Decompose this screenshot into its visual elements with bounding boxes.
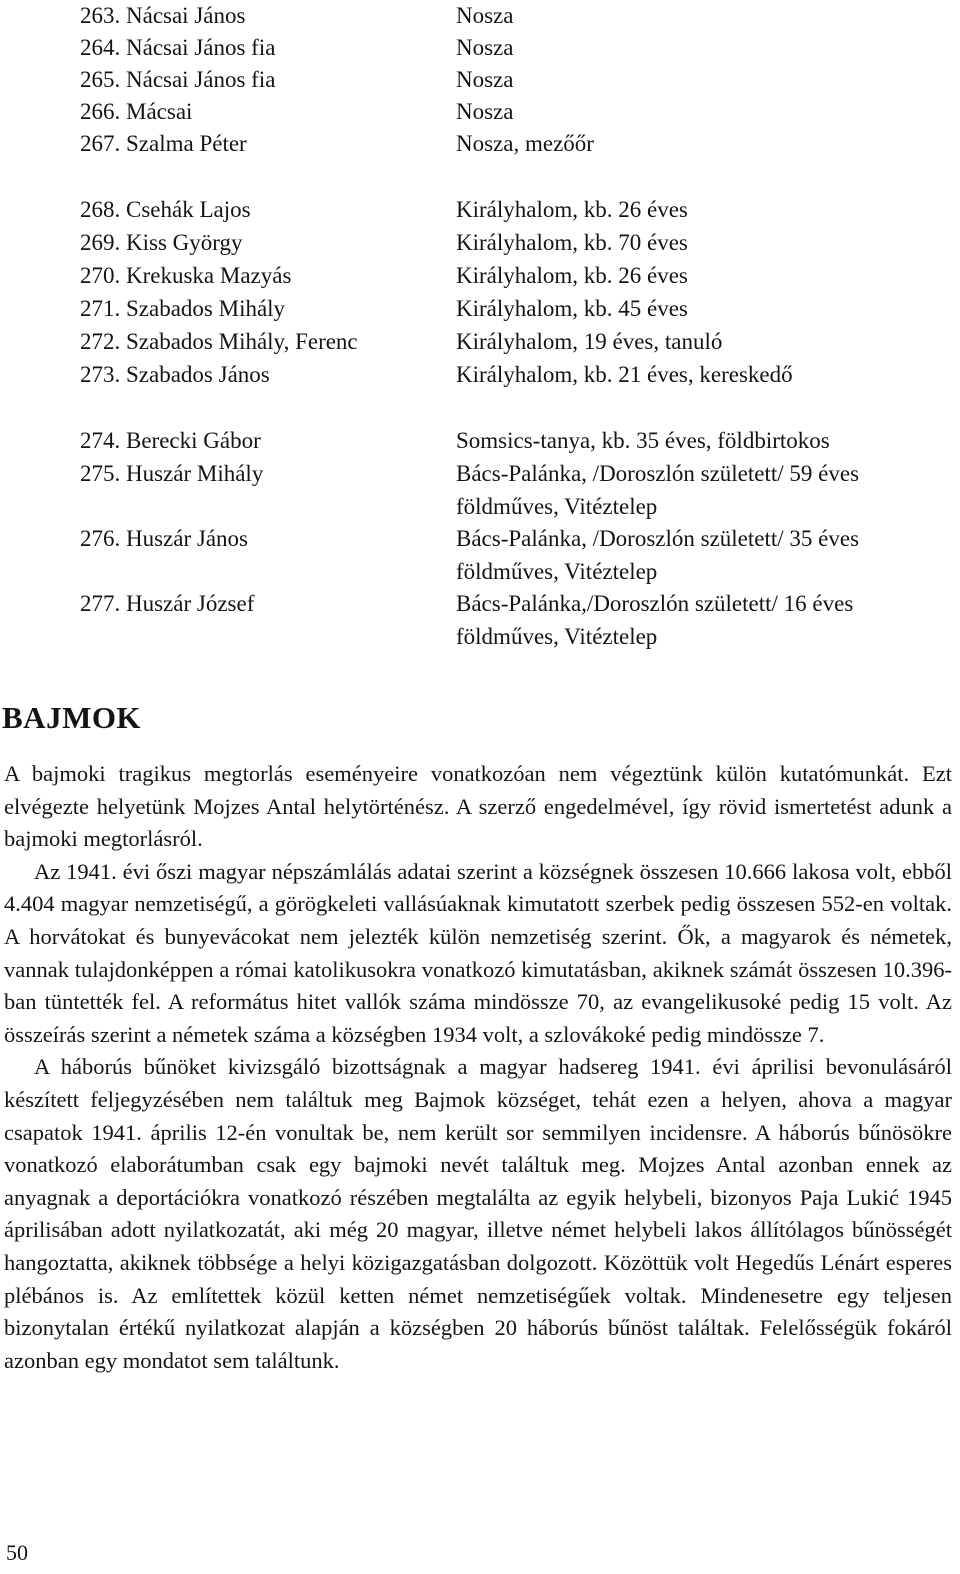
entry-description: Bács-Palánka, /Doroszlón született/ 59 éves földműves, Vitéztelep <box>456 461 860 519</box>
page-number: 50 <box>6 1540 28 1565</box>
entry-name: 267. Szalma Péter <box>80 131 247 156</box>
entry-description: Somsics-tanya, kb. 35 éves, földbirtokos <box>456 428 830 453</box>
section-title: BAJMOK <box>2 700 142 735</box>
list-item <box>0 588 960 649</box>
body-text <box>4 758 952 1377</box>
list-item <box>0 326 960 358</box>
entry-description: Bács-Palánka,/Doroszlón született/ 16 éves földműves, Vitéztelep <box>456 591 854 649</box>
entry-name: 274. Berecki Gábor <box>80 428 261 453</box>
list-item <box>0 194 960 226</box>
entry-name: 275. Huszár Mihály <box>80 461 264 486</box>
entry-name: 276. Huszár János <box>80 526 248 551</box>
list-item <box>0 523 960 584</box>
entry-description: Nosza <box>456 35 514 60</box>
list-item <box>0 227 960 259</box>
list-item <box>0 32 960 64</box>
list-item <box>0 260 960 292</box>
entry-description: Királyhalom, kb. 26 éves <box>456 197 688 222</box>
entry-name: 273. Szabados János <box>80 362 270 387</box>
entry-name: 277. Huszár József <box>80 591 255 616</box>
list-item <box>0 96 960 128</box>
entry-description: Nosza, mezőőr <box>456 131 594 156</box>
entry-name: 263. Nácsai János <box>80 3 246 28</box>
entry-description: Királyhalom, kb. 45 éves <box>456 296 688 321</box>
paragraph: A bajmoki tragikus megtorlás eseményeire vonatkozóan nem végeztünk külön kutatómunkát. Ezt elvégezte helyetünk Mojzes Antal helytörténész. A szerző engedelmével, így rövid ismertetést adunk a bajmoki megtorlásról. <box>4 761 952 852</box>
list-item <box>0 0 960 32</box>
entry-name: 266. Mácsai <box>80 99 193 124</box>
entry-description: Királyhalom, 19 éves, tanuló <box>456 329 723 354</box>
entry-description: Királyhalom, kb. 26 éves <box>456 263 688 288</box>
entry-description: Bács-Palánka, /Doroszlón született/ 35 éves földműves, Vitéztelep <box>456 526 860 584</box>
entry-description: Nosza <box>456 67 514 92</box>
entry-name: 270. Krekuska Mazyás <box>80 263 292 288</box>
paragraph: Az 1941. évi őszi magyar népszámlálás adatai szerint a községnek összesen 10.666 lakosa volt, ebből 4.404 magyar nemzetiségű, a görögkeleti vallásúaknak kimutatott szerbek pedig összesen 552-en voltak. A horvátokat és bunyevácokat nem jelezték külön nemzetiség szerint. Ők, a magyarok és németek, vannak tulajdonképpen a római katolikusokra vonatkozó kimutatásban, akiknek számát összesen 10.396-ban tüntették fel. A református hitet vallók száma mindössze 70, az evangelikusoké pedig 15 volt. Az összeírás szerint a németek száma a községben 1934 volt, a szlovákoké pedig mindössze 7. <box>4 858 952 1047</box>
entry-description: Királyhalom, kb. 21 éves, kereskedő <box>456 362 793 387</box>
entry-name: 271. Szabados Mihály <box>80 296 286 321</box>
entry-description: Nosza <box>456 99 514 124</box>
list-item <box>0 128 960 160</box>
paragraph: A háborús bűnöket kivizsgáló bizottságnak a magyar hadsereg 1941. évi áprilisi bevonulásáról készített feljegyzésében nem találtuk meg Bajmok községet, tehát ezen a helyen, ahova a magyar csapatok 1941. április 12-én vonultak be, nem került sor semmilyen incidensre. A háborús bűnösökre vonatkozó elaborátumban csak egy bajmoki nevét találtuk meg. Mojzes Antal azonban ennek az anyagnak a deportációkra vonatkozó részében megtalálta az egyik helybeli, bizonyos Paja Lukić 1945 áprilisában adott nyilatkozatát, aki még 20 magyar, illetve német helybeli lakos állítólagos bűnösségét hangoztatta, akiknek többsége a helyi közigazgatásban dolgozott. Közöttük volt Hegedűs Lénárt esperes plébános is. Az említettek közül ketten német nemzetiségűek voltak. Mindenesetre egy teljesen bizonytalan értékű nyilatkozat alapján a községben 20 háborús bűnöst találtak. Felelősségük fokáról azonban egy mondatot sem találtunk. <box>4 1054 952 1373</box>
entry-name: 269. Kiss György <box>80 230 243 255</box>
entry-name: 268. Csehák Lajos <box>80 197 251 222</box>
entry-description: Nosza <box>456 3 514 28</box>
entry-name: 272. Szabados Mihály, Ferenc <box>80 329 358 354</box>
list-item <box>0 458 960 519</box>
list-item <box>0 293 960 325</box>
list-item <box>0 359 960 391</box>
entry-description: Királyhalom, kb. 70 éves <box>456 230 688 255</box>
list-item <box>0 64 960 96</box>
list-item <box>0 425 960 457</box>
entry-name: 265. Nácsai János fia <box>80 67 276 92</box>
entry-name: 264. Nácsai János fia <box>80 35 276 60</box>
